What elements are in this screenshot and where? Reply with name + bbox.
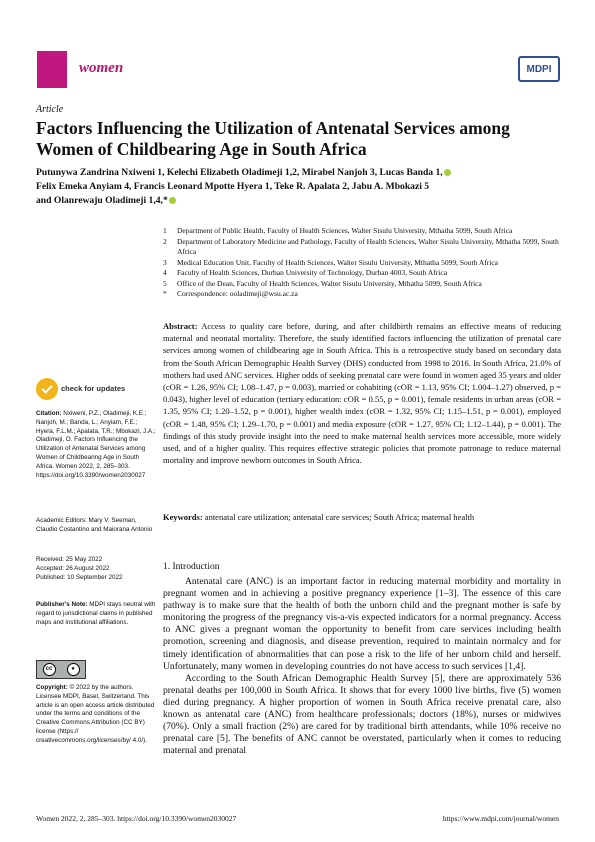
copyright: Copyright: © 2022 by the authors. Licensee MDPI, Basel, Switzerland. This article is an open access article distributed under the terms and conditions of the Creative Commons Attribution (CC BY) license (https:// creativecommons.org/licenses/by/ 4.0/).: [36, 684, 155, 744]
cc-icon: cc: [43, 663, 56, 676]
page-footer: [36, 814, 559, 823]
footer-citation: Women 2022, 2, 285–303. https://doi.org/10.3390/women2030027: [36, 814, 237, 823]
affiliation-item: 4 Faculty of Health Sciences, Durban University of Technology, Durban 4003, South Africa: [163, 268, 448, 277]
author-line: and Olanrewaju Oladimeji 1,4,*: [36, 194, 566, 208]
abstract-label: Abstract:: [163, 321, 198, 331]
publisher-note: Publisher's Note: MDPI stays neutral with regard to jurisdictional claims in published maps and institutional affiliations.: [36, 601, 156, 626]
check-for-updates[interactable]: [36, 378, 125, 400]
affiliation-item: 3 Medical Education Unit, Faculty of Health Sciences, Walter Sisulu University, Mthatha 5099, South Africa: [163, 257, 498, 267]
affiliations: [163, 226, 563, 300]
check-updates-label: check for updates: [61, 384, 126, 393]
correspondence: * Correspondence: ooladimeji@wsu.ac.za: [163, 289, 298, 298]
section-heading: 1. Introduction: [163, 562, 220, 572]
abstract-text: Access to quality care before, during, and after childbirth remains an effective means of reducing maternal and neonatal mortality. Therefore, the study identified factors influencing the utilization of prenatal care services among women of childbearing age in South Africa. This is a retrospective study based on secondary data from the South African Demographic Health Survey (DHS) conducted from 1998 to 2016. In South Africa, 21.0% of mothers had used ANC services. Higher odds of seeking prenatal care were found in women aged 35 years and older (cOR = 1.26, 95% CI; 1.08–1.47, p = 0.003), married or cohabiting (cOR = 1.13, 95% CI; 1.004–1.27) observed, p = 0.043), higher level of education (tertiary education: cOR = 0.55, p = 0.001), female residents in urban areas (cOR = 1.35, 95% CI; 1.20–1.52, p = 0.001), higher wealth index (cOR = 1.32, 95% CI; 1.15–1.51, p = 0.001), employed (cOR = 1.48, 95% CI; 1.29–1.70, p = 0.001) and media exposure (cOR = 1.27, 95% CI; 1.12–1.44), p = 0.001). The findings of this study provide insight into the need to make maternal health services more accessible, more widely used, and of a higher quality. This requires effective strategic policies that promote patronage to reduce maternal mortality and improve newborn outcomes in South Africa.: [163, 321, 561, 466]
body-text: [163, 576, 561, 757]
by-icon: ●: [67, 663, 80, 676]
keywords: [163, 512, 561, 522]
orcid-icon[interactable]: [169, 197, 176, 204]
journal-logo-icon: [37, 51, 67, 88]
keywords-text: antenatal care utilization; antenatal care services; South Africa; maternal health: [204, 512, 475, 522]
affiliation-item: 1 Department of Public Health, Faculty of Health Sciences, Walter Sisulu University, Mthatha 5099, South Africa: [163, 226, 513, 235]
received-date: Received: 25 May 2022: [36, 556, 103, 563]
orcid-icon[interactable]: [444, 169, 451, 176]
author-list: [36, 166, 566, 208]
keywords-label: Keywords:: [163, 512, 203, 522]
check-icon: [36, 378, 58, 400]
mdpi-logo: MDPI: [518, 56, 560, 82]
academic-editors: Academic Editors: Mary V. Seeman, Claudio Costantino and Maiorana Antonio: [36, 517, 153, 533]
journal-name: women: [79, 60, 124, 76]
citation-block: Citation: Nxiweni, P.Z.; Oladimeji, K.E.; Nanjoh, M.; Banda, L.; Anyiam, F.E.; Hyera, F.L.M.; Apalata, T.R.; Mbokazi, J.A.; Oladimeji, O. Factors Influencing the Utilization of Antenatal Services among Women of Childbearing Age in South Africa. Women 2022, 2, 285–303. https://doi.org/10.3390/women2030027: [36, 410, 156, 479]
cc-license-badge[interactable]: [36, 660, 86, 679]
accepted-date: Accepted: 26 August 2022: [36, 564, 110, 572]
paragraph: Antenatal care (ANC) is an important factor in reducing maternal morbidity and mortality in pregnant women and in achieving a positive pregnancy experience [1–3]. The essence of this care pathway is to make sure that the health of both the unborn child and the pregnant mother is safe by monitoring the progress of the pregnancy vis-a-vis expected indicators for a normal pregnancy. Access to ANC gives a pregnant woman the opportunity to benefit from care services including health promotion, screening and diagnosis, and disease prevention, required to maintain normalcy and for timely identification of abnormalities that can pose a risk to the life of her unborn child and herself. Unfortunately, many women in developing countries do not have access to such services [1,4].: [163, 576, 561, 672]
abstract: [163, 320, 561, 466]
author-line: Felix Emeka Anyiam 4, Francis Leonard Mpotte Hyera 1, Teke R. Apalata 2, Jabu A. Mbokazi 5: [36, 181, 430, 192]
author-line: Putunywa Zandrina Nxiweni 1, Kelechi Elizabeth Oladimeji 1,2, Mirabel Nanjoh 3, Lucas Banda 1,: [36, 166, 566, 180]
dates: [36, 556, 156, 582]
footer-url[interactable]: https://www.mdpi.com/journal/women: [442, 814, 559, 823]
affiliation-item: 2 Department of Laboratory Medicine and Pathology, Faculty of Health Sciences, Walter Sisulu University, Mthatha 5099, South Africa: [163, 236, 559, 256]
paper-title: Factors Influencing the Utilization of Antenatal Services among Women of Childbearing Age in South Africa: [36, 118, 510, 159]
affiliation-item: 5 Office of the Dean, Faculty of Health Sciences, Walter Sisulu University, Mthatha 5099, South Africa: [163, 278, 482, 288]
article-type: Article: [36, 104, 64, 115]
published-date: Published: 10 September 2022: [36, 573, 123, 581]
paragraph: According to the South African Demographic Health Survey [5], there are approximately 536 prenatal deaths per 100,000 in South Africa. It shows that for every 1000 live births, five (5) women died during pregnancy. A higher proportion of women in South Africa receive prenatal care, also known as antenatal care (ANC) from healthcare professionals; doctors (18%), nurses or midwives (70%). Only a small fraction (2%) are cared for by traditional birth attendants, while 10% receive no prenatal care [5]. The benefits of ANC cannot be overstated, particularly when it comes to reducing maternal and prenatal: [163, 672, 561, 757]
